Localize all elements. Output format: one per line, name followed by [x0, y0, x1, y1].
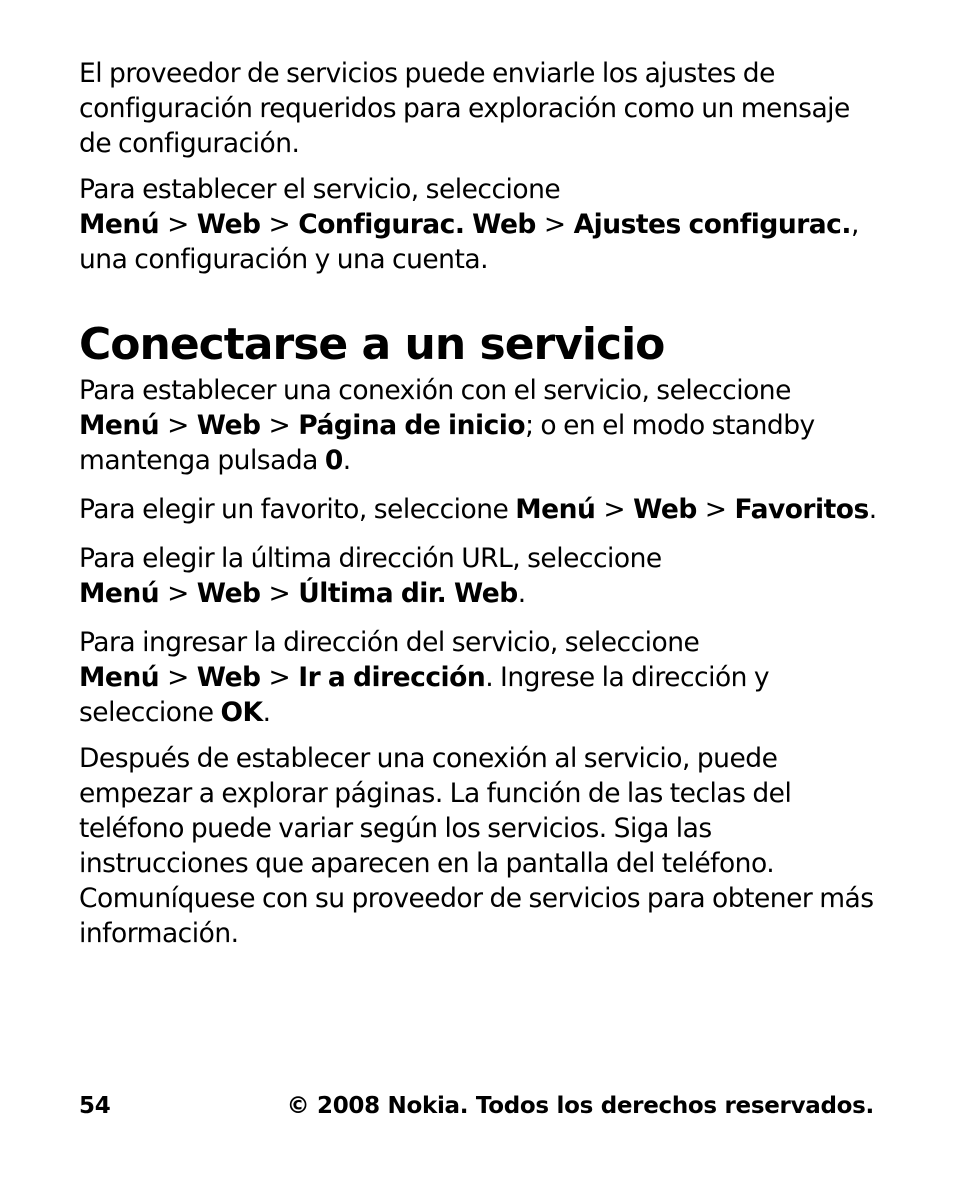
menu-path-web: Web [633, 494, 697, 525]
menu-path-menu: Menú [79, 410, 160, 441]
path-separator: > [268, 662, 291, 693]
menu-path-last-web-address: Última dir. Web [298, 578, 518, 609]
section-heading: Conectarse a un servicio [79, 319, 665, 370]
period: . [262, 697, 271, 728]
menu-path-web: Web [196, 662, 261, 693]
browsing-paragraph: Después de establecer una conexión al servicio, puede empezar a explorar páginas. La función de las teclas del teléfono puede variar según los servicios. Siga las instrucciones que aparecen en la pantalla del teléfono. Comuníquese con su proveedor de servicios para obtener más información. [79, 743, 874, 949]
copyright-notice: © 2008 Nokia. Todos los derechos reservados. [286, 1093, 874, 1119]
favorites-paragraph [79, 492, 879, 527]
connect-mid-text: ; o en el modo standby mantenga pulsada [79, 410, 815, 476]
menu-path-web: Web [196, 410, 261, 441]
period: . [517, 578, 526, 609]
menu-path-web-config: Configurac. Web [298, 209, 536, 240]
menu-path-favorites: Favoritos [734, 494, 869, 525]
setup-lead-text: Para establecer el servicio, seleccione [79, 174, 561, 205]
last-url-paragraph [79, 541, 879, 611]
period: . [342, 445, 351, 476]
document-page [79, 56, 879, 951]
menu-path-web: Web [196, 209, 261, 240]
last-url-lead-text: Para elegir la última dirección URL, seleccione [79, 543, 662, 574]
menu-path-config-settings: Ajustes configurac. [573, 209, 851, 240]
path-separator: > [603, 494, 626, 525]
connect-lead-text: Para establecer una conexión con el servicio, seleccione [79, 375, 791, 406]
path-separator: > [167, 209, 189, 240]
menu-path-home-page: Página de inicio [298, 410, 526, 441]
setup-tail-text: , una configuración y una cuenta. [79, 209, 859, 275]
path-separator: > [167, 410, 189, 441]
menu-path-menu: Menú [515, 494, 596, 525]
ok-key-label: OK [220, 697, 263, 728]
path-separator: > [167, 578, 189, 609]
intro-paragraph: El proveedor de servicios puede enviarle los ajustes de configuración requeridos para exploración como un mensaje de configuración. [79, 58, 850, 159]
path-separator: > [167, 662, 189, 693]
go-to-lead-text: Para ingresar la dirección del servicio, seleccione [79, 627, 700, 658]
setup-instructions-paragraph [79, 172, 879, 277]
page-footer [79, 1090, 874, 1122]
path-separator: > [704, 494, 727, 525]
go-to-mid-text: . Ingrese la dirección y seleccione [79, 662, 770, 728]
connect-paragraph [79, 373, 879, 478]
path-separator: > [543, 209, 566, 240]
path-separator: > [268, 209, 291, 240]
menu-path-menu: Menú [79, 578, 160, 609]
favorites-lead-text: Para elegir un favorito, seleccione [79, 494, 516, 525]
menu-path-menu: Menú [79, 209, 160, 240]
key-zero: 0 [324, 445, 343, 476]
menu-path-go-to-address: Ir a dirección [298, 662, 486, 693]
menu-path-menu: Menú [79, 662, 160, 693]
period: . [868, 494, 877, 525]
path-separator: > [268, 578, 291, 609]
page-number: 54 [79, 1093, 111, 1119]
path-separator: > [268, 410, 291, 441]
menu-path-web: Web [196, 578, 261, 609]
go-to-address-paragraph [79, 625, 879, 730]
